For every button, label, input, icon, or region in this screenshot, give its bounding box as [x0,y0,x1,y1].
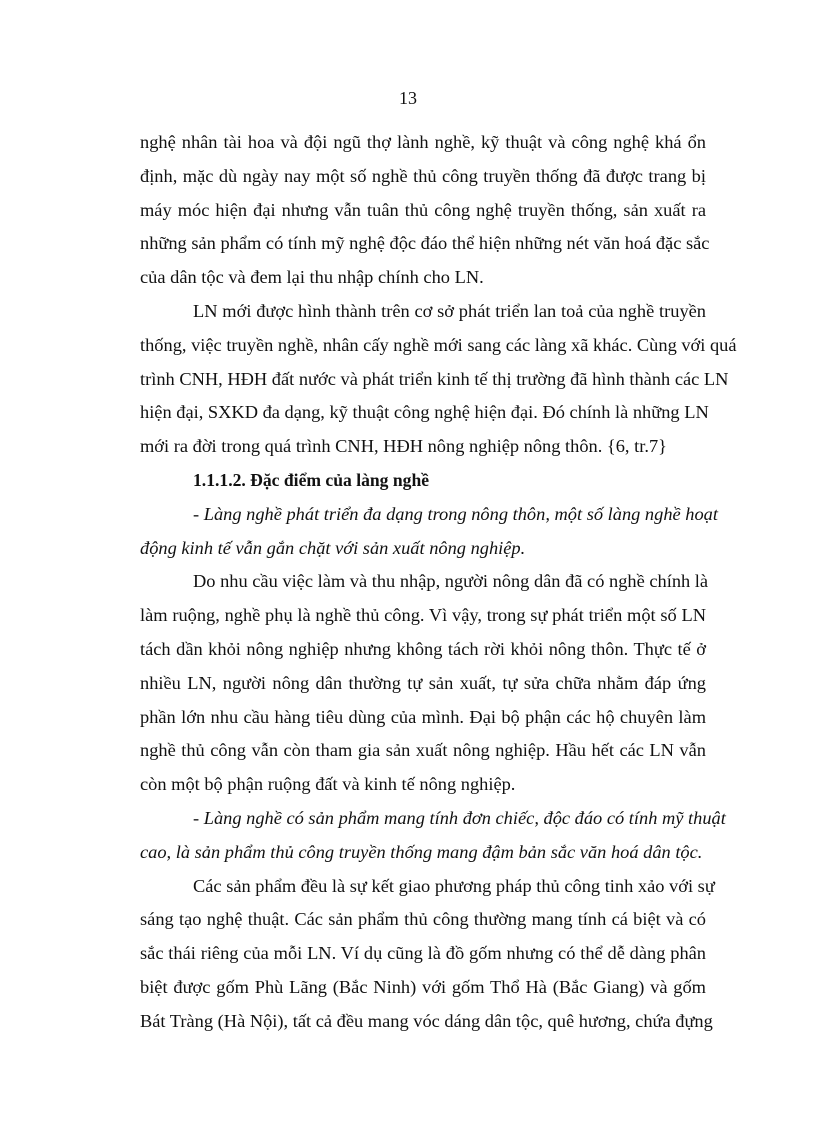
page-number: 13 [399,88,417,108]
text-line: làm ruộng, nghề phụ là nghề thủ công. Vì vậy, trong sự phát triển một số LN [140,605,706,626]
text-line: mới ra đời trong quá trình CNH, HĐH nông nghiệp nông thôn. {6, tr.7} [140,436,667,457]
text-line: sắc thái riêng của mỗi LN. Ví dụ cũng là đồ gốm nhưng có thể dễ dàng phân [140,943,706,964]
text-line: máy móc hiện đại nhưng vẫn tuân thủ công nghệ truyền thống, sản xuất ra [140,199,706,220]
text-line: - Làng nghề phát triển đa dạng trong nông thôn, một số làng nghề hoạt [193,503,718,524]
text-line: - Làng nghề có sản phẩm mang tính đơn chiếc, độc đáo có tính mỹ thuật [193,807,726,828]
text-line: tách dần khỏi nông nghiệp nhưng không tách rời khỏi nông thôn. Thực tế ở [140,638,706,659]
text-line: hiện đại, SXKD đa dạng, kỹ thuật công nghệ hiện đại. Đó chính là những LN [140,402,709,423]
text-line: của dân tộc và đem lại thu nhập chính cho LN. [140,267,484,288]
text-line: động kinh tế vẫn gắn chặt với sản xuất nông nghiệp. [140,537,526,558]
text-line: trình CNH, HĐH đất nước và phát triển kinh tế thị trường đã hình thành các LN [140,368,729,389]
text-line: nghệ nhân tài hoa và đội ngũ thợ lành nghề, kỹ thuật và công nghệ khá ổn [140,132,706,152]
text-line: Các sản phẩm đều là sự kết giao phương pháp thủ công tinh xảo với sự [193,875,715,896]
text-line: nhiều LN, người nông dân thường tự sản xuất, tự sửa chữa nhằm đáp ứng [140,672,706,693]
text-line: định, mặc dù ngày nay một số nghề thủ công truyền thống đã được trang bị [140,165,706,186]
text-line: LN mới được hình thành trên cơ sở phát triển lan toả của nghề truyền [193,300,706,321]
text-line: biệt được gốm Phù Lãng (Bắc Ninh) với gốm Thổ Hà (Bắc Giang) và gốm [140,976,706,997]
text-line: còn một bộ phận ruộng đất và kinh tế nông nghiệp. [140,774,516,795]
text-line: Do nhu cầu việc làm và thu nhập, người nông dân đã có nghề chính là [193,571,709,592]
text-line: cao, là sản phẩm thủ công truyền thống mang đậm bản sắc văn hoá dân tộc. [140,841,703,862]
text-line: thống, việc truyền nghề, nhân cấy nghề mới sang các làng xã khác. Cùng với quá [140,334,737,355]
text-line: những sản phẩm có tính mỹ nghệ độc đáo thể hiện những nét văn hoá đặc sắc [140,233,710,254]
text-line: Bát Tràng (Hà Nội), tất cả đều mang vóc dáng dân tộc, quê hương, chứa đựng [140,1010,713,1031]
text-line: phần lớn nhu cầu hàng tiêu dùng của mình. Đại bộ phận các hộ chuyên làm [140,706,706,727]
document-body [140,126,737,1039]
section-heading: 1.1.1.2. Đặc điểm của làng nghề [193,469,430,490]
text-line: sáng tạo nghệ thuật. Các sản phẩm thủ công thường mang tính cá biệt và có [140,909,706,930]
text-line: nghề thủ công vẫn còn tham gia sản xuất nông nghiệp. Hầu hết các LN vẫn [140,740,706,761]
